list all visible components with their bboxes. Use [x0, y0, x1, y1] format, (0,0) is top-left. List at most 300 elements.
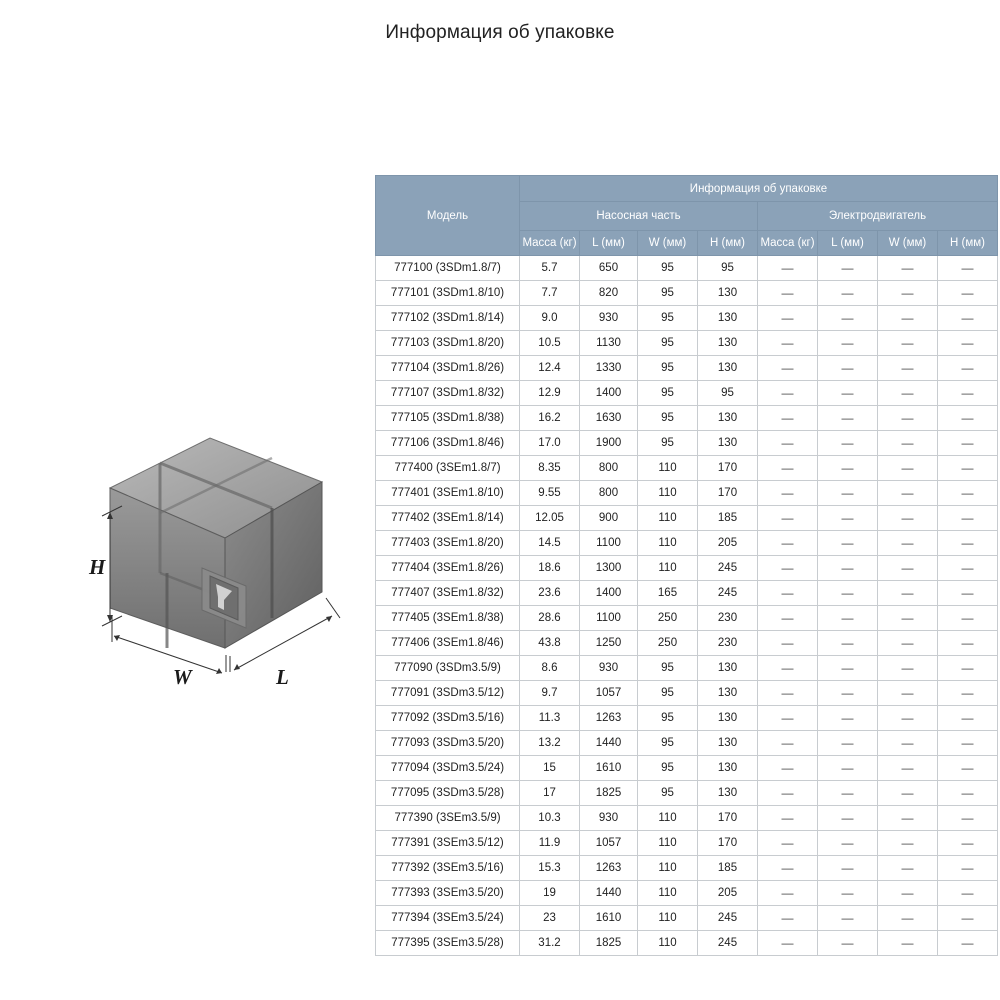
motor-width-cell: —: [878, 881, 938, 906]
pump-width-cell: 110: [638, 881, 698, 906]
pump-mass-cell: 23.6: [520, 581, 580, 606]
motor-length-cell: —: [818, 656, 878, 681]
motor-height-cell: —: [938, 781, 998, 806]
motor-height-cell: —: [938, 906, 998, 931]
pump-height-cell: 205: [698, 881, 758, 906]
motor-mass-cell: —: [758, 631, 818, 656]
model-cell: 777103 (3SDm1.8/20): [376, 331, 520, 356]
table-row: [376, 481, 998, 506]
pump-mass-cell: 9.55: [520, 481, 580, 506]
motor-height-cell: —: [938, 631, 998, 656]
pump-length-cell: 900: [580, 506, 638, 531]
pump-height-cell: 130: [698, 356, 758, 381]
pump-width-cell: 250: [638, 631, 698, 656]
motor-width-cell: —: [878, 856, 938, 881]
motor-width-cell: —: [878, 681, 938, 706]
motor-mass-cell: —: [758, 806, 818, 831]
pump-height-cell: 170: [698, 456, 758, 481]
motor-length-cell: —: [818, 256, 878, 281]
pump-length-cell: 1440: [580, 881, 638, 906]
table-row: [376, 556, 998, 581]
header-group-pump: Насосная часть: [520, 202, 758, 231]
pump-mass-cell: 28.6: [520, 606, 580, 631]
table-row: [376, 581, 998, 606]
motor-length-cell: —: [818, 531, 878, 556]
motor-length-cell: —: [818, 806, 878, 831]
motor-width-cell: —: [878, 806, 938, 831]
motor-length-cell: —: [818, 406, 878, 431]
pump-length-cell: 1263: [580, 856, 638, 881]
pump-width-cell: 95: [638, 681, 698, 706]
pump-height-cell: 245: [698, 931, 758, 956]
model-cell: 777106 (3SDm1.8/46): [376, 431, 520, 456]
pump-length-cell: 1630: [580, 406, 638, 431]
pump-length-cell: 1440: [580, 731, 638, 756]
motor-mass-cell: —: [758, 256, 818, 281]
table-row: [376, 506, 998, 531]
motor-length-cell: —: [818, 306, 878, 331]
motor-length-cell: —: [818, 756, 878, 781]
motor-height-cell: —: [938, 331, 998, 356]
pump-mass-cell: 15: [520, 756, 580, 781]
motor-width-cell: —: [878, 281, 938, 306]
pump-width-cell: 110: [638, 481, 698, 506]
model-cell: 777405 (3SEm1.8/38): [376, 606, 520, 631]
pump-width-cell: 95: [638, 306, 698, 331]
pump-width-cell: 110: [638, 506, 698, 531]
motor-mass-cell: —: [758, 681, 818, 706]
model-cell: 777104 (3SDm1.8/26): [376, 356, 520, 381]
model-cell: 777391 (3SEm3.5/12): [376, 831, 520, 856]
pump-width-cell: 110: [638, 556, 698, 581]
motor-width-cell: —: [878, 406, 938, 431]
pump-height-cell: 245: [698, 906, 758, 931]
model-cell: 777105 (3SDm1.8/38): [376, 406, 520, 431]
model-cell: 777406 (3SEm1.8/46): [376, 631, 520, 656]
pump-mass-cell: 14.5: [520, 531, 580, 556]
motor-width-cell: —: [878, 906, 938, 931]
motor-height-cell: —: [938, 831, 998, 856]
pump-mass-cell: 10.5: [520, 331, 580, 356]
pump-width-cell: 110: [638, 856, 698, 881]
motor-length-cell: —: [818, 856, 878, 881]
motor-height-cell: —: [938, 506, 998, 531]
motor-length-cell: —: [818, 331, 878, 356]
pump-mass-cell: 23: [520, 906, 580, 931]
motor-height-cell: —: [938, 281, 998, 306]
pump-height-cell: 130: [698, 656, 758, 681]
model-cell: 777394 (3SEm3.5/24): [376, 906, 520, 931]
table-row: [376, 631, 998, 656]
motor-length-cell: —: [818, 681, 878, 706]
motor-height-cell: —: [938, 606, 998, 631]
table-head: [376, 176, 998, 256]
motor-height-cell: —: [938, 681, 998, 706]
motor-mass-cell: —: [758, 281, 818, 306]
motor-length-cell: —: [818, 431, 878, 456]
motor-length-cell: —: [818, 356, 878, 381]
pump-width-cell: 110: [638, 931, 698, 956]
pump-length-cell: 800: [580, 456, 638, 481]
pump-width-cell: 95: [638, 331, 698, 356]
motor-mass-cell: —: [758, 906, 818, 931]
pump-length-cell: 1100: [580, 531, 638, 556]
model-cell: 777094 (3SDm3.5/24): [376, 756, 520, 781]
motor-height-cell: —: [938, 406, 998, 431]
motor-height-cell: —: [938, 256, 998, 281]
table-row: [376, 406, 998, 431]
model-cell: 777401 (3SEm1.8/10): [376, 481, 520, 506]
motor-length-cell: —: [818, 781, 878, 806]
table-row: [376, 906, 998, 931]
pump-length-cell: 930: [580, 806, 638, 831]
table-row: [376, 656, 998, 681]
header-motor-l: L (мм): [818, 231, 878, 256]
motor-width-cell: —: [878, 581, 938, 606]
pump-width-cell: 110: [638, 906, 698, 931]
pump-width-cell: 165: [638, 581, 698, 606]
pump-height-cell: 245: [698, 581, 758, 606]
pump-width-cell: 250: [638, 606, 698, 631]
header-pump-mass: Масса (кг): [520, 231, 580, 256]
dimension-label-w: W: [173, 665, 192, 689]
motor-mass-cell: —: [758, 856, 818, 881]
header-model: Модель: [376, 176, 520, 256]
model-cell: 777402 (3SEm1.8/14): [376, 506, 520, 531]
table-row: [376, 381, 998, 406]
pump-height-cell: 185: [698, 506, 758, 531]
header-row-title: [376, 176, 998, 202]
pump-mass-cell: 19: [520, 881, 580, 906]
pump-width-cell: 95: [638, 406, 698, 431]
model-cell: 777090 (3SDm3.5/9): [376, 656, 520, 681]
pump-mass-cell: 11.9: [520, 831, 580, 856]
pump-length-cell: 1130: [580, 331, 638, 356]
motor-width-cell: —: [878, 306, 938, 331]
motor-height-cell: —: [938, 756, 998, 781]
pump-length-cell: 1057: [580, 831, 638, 856]
pump-mass-cell: 7.7: [520, 281, 580, 306]
pump-height-cell: 230: [698, 606, 758, 631]
pump-mass-cell: 43.8: [520, 631, 580, 656]
model-cell: 777095 (3SDm3.5/28): [376, 781, 520, 806]
page-title: Информация об упаковке: [385, 22, 615, 43]
pump-length-cell: 1330: [580, 356, 638, 381]
model-cell: 777091 (3SDm3.5/12): [376, 681, 520, 706]
pump-length-cell: 1825: [580, 931, 638, 956]
motor-height-cell: —: [938, 806, 998, 831]
pump-length-cell: 650: [580, 256, 638, 281]
pump-mass-cell: 5.7: [520, 256, 580, 281]
header-motor-mass: Масса (кг): [758, 231, 818, 256]
pump-height-cell: 245: [698, 556, 758, 581]
motor-mass-cell: —: [758, 606, 818, 631]
model-cell: 777400 (3SEm1.8/7): [376, 456, 520, 481]
motor-height-cell: —: [938, 731, 998, 756]
motor-width-cell: —: [878, 556, 938, 581]
motor-height-cell: —: [938, 306, 998, 331]
pump-length-cell: 1263: [580, 706, 638, 731]
pump-height-cell: 130: [698, 306, 758, 331]
packaging-info-table: [375, 175, 998, 956]
motor-mass-cell: —: [758, 706, 818, 731]
motor-height-cell: —: [938, 381, 998, 406]
model-cell: 777393 (3SEm3.5/20): [376, 881, 520, 906]
pump-mass-cell: 10.3: [520, 806, 580, 831]
model-cell: 777407 (3SEm1.8/32): [376, 581, 520, 606]
pump-mass-cell: 13.2: [520, 731, 580, 756]
model-cell: 777093 (3SDm3.5/20): [376, 731, 520, 756]
motor-length-cell: —: [818, 631, 878, 656]
pump-height-cell: 130: [698, 331, 758, 356]
pump-height-cell: 170: [698, 481, 758, 506]
dimension-label-h: H: [89, 555, 106, 579]
pump-mass-cell: 8.35: [520, 456, 580, 481]
motor-width-cell: —: [878, 931, 938, 956]
motor-width-cell: —: [878, 531, 938, 556]
motor-mass-cell: —: [758, 881, 818, 906]
motor-width-cell: —: [878, 481, 938, 506]
table-row: [376, 856, 998, 881]
motor-width-cell: —: [878, 381, 938, 406]
motor-width-cell: —: [878, 456, 938, 481]
motor-height-cell: —: [938, 556, 998, 581]
motor-height-cell: —: [938, 356, 998, 381]
motor-mass-cell: —: [758, 656, 818, 681]
model-cell: 777390 (3SEm3.5/9): [376, 806, 520, 831]
motor-height-cell: —: [938, 881, 998, 906]
header-pump-l: L (мм): [580, 231, 638, 256]
motor-mass-cell: —: [758, 356, 818, 381]
pump-mass-cell: 12.9: [520, 381, 580, 406]
pump-mass-cell: 9.0: [520, 306, 580, 331]
motor-length-cell: —: [818, 281, 878, 306]
pump-width-cell: 95: [638, 356, 698, 381]
table-row: [376, 681, 998, 706]
pump-mass-cell: 11.3: [520, 706, 580, 731]
pump-mass-cell: 31.2: [520, 931, 580, 956]
pump-mass-cell: 18.6: [520, 556, 580, 581]
model-cell: 777102 (3SDm1.8/14): [376, 306, 520, 331]
pump-length-cell: 800: [580, 481, 638, 506]
pump-width-cell: 95: [638, 656, 698, 681]
motor-width-cell: —: [878, 656, 938, 681]
pump-length-cell: 1825: [580, 781, 638, 806]
model-cell: 777403 (3SEm1.8/20): [376, 531, 520, 556]
pump-height-cell: 130: [698, 281, 758, 306]
table-row: [376, 931, 998, 956]
table-row: [376, 431, 998, 456]
package-box-diagram: [50, 420, 350, 690]
pump-mass-cell: 12.4: [520, 356, 580, 381]
table-row: [376, 731, 998, 756]
motor-width-cell: —: [878, 781, 938, 806]
header-span-title: Информация об упаковке: [520, 176, 998, 202]
pump-width-cell: 95: [638, 731, 698, 756]
motor-mass-cell: —: [758, 531, 818, 556]
pump-length-cell: 1610: [580, 906, 638, 931]
pump-width-cell: 110: [638, 456, 698, 481]
motor-height-cell: —: [938, 481, 998, 506]
table-row: [376, 531, 998, 556]
motor-length-cell: —: [818, 481, 878, 506]
table-row: [376, 306, 998, 331]
pump-width-cell: 110: [638, 806, 698, 831]
header-motor-w: W (мм): [878, 231, 938, 256]
model-cell: 777392 (3SEm3.5/16): [376, 856, 520, 881]
table-row: [376, 281, 998, 306]
motor-width-cell: —: [878, 356, 938, 381]
table-row: [376, 706, 998, 731]
motor-length-cell: —: [818, 706, 878, 731]
table-row: [376, 756, 998, 781]
motor-mass-cell: —: [758, 456, 818, 481]
motor-height-cell: —: [938, 456, 998, 481]
pump-length-cell: 930: [580, 656, 638, 681]
pump-length-cell: 1900: [580, 431, 638, 456]
header-pump-h: H (мм): [698, 231, 758, 256]
motor-mass-cell: —: [758, 431, 818, 456]
pump-length-cell: 1610: [580, 756, 638, 781]
motor-width-cell: —: [878, 256, 938, 281]
pump-height-cell: 130: [698, 406, 758, 431]
pump-mass-cell: 17: [520, 781, 580, 806]
pump-width-cell: 95: [638, 256, 698, 281]
motor-mass-cell: —: [758, 931, 818, 956]
motor-mass-cell: —: [758, 781, 818, 806]
motor-height-cell: —: [938, 656, 998, 681]
pump-height-cell: 130: [698, 431, 758, 456]
table-row: [376, 331, 998, 356]
pump-height-cell: 230: [698, 631, 758, 656]
pump-height-cell: 95: [698, 256, 758, 281]
pump-width-cell: 95: [638, 756, 698, 781]
pump-length-cell: 1057: [580, 681, 638, 706]
pump-height-cell: 130: [698, 706, 758, 731]
motor-length-cell: —: [818, 881, 878, 906]
pump-mass-cell: 12.05: [520, 506, 580, 531]
motor-width-cell: —: [878, 331, 938, 356]
motor-width-cell: —: [878, 706, 938, 731]
pump-height-cell: 170: [698, 806, 758, 831]
motor-mass-cell: —: [758, 581, 818, 606]
table-row: [376, 356, 998, 381]
motor-mass-cell: —: [758, 831, 818, 856]
pump-height-cell: 130: [698, 756, 758, 781]
pump-width-cell: 95: [638, 431, 698, 456]
pump-width-cell: 110: [638, 831, 698, 856]
motor-length-cell: —: [818, 906, 878, 931]
motor-width-cell: —: [878, 431, 938, 456]
motor-length-cell: —: [818, 606, 878, 631]
motor-height-cell: —: [938, 581, 998, 606]
motor-length-cell: —: [818, 581, 878, 606]
motor-mass-cell: —: [758, 506, 818, 531]
motor-height-cell: —: [938, 431, 998, 456]
model-cell: 777092 (3SDm3.5/16): [376, 706, 520, 731]
motor-width-cell: —: [878, 756, 938, 781]
table-row: [376, 781, 998, 806]
header-group-motor: Электродвигатель: [758, 202, 998, 231]
table-row: [376, 831, 998, 856]
motor-width-cell: —: [878, 731, 938, 756]
pump-width-cell: 95: [638, 781, 698, 806]
pump-mass-cell: 15.3: [520, 856, 580, 881]
model-cell: 777100 (3SDm1.8/7): [376, 256, 520, 281]
motor-mass-cell: —: [758, 381, 818, 406]
header-pump-w: W (мм): [638, 231, 698, 256]
motor-width-cell: —: [878, 831, 938, 856]
model-cell: 777107 (3SDm1.8/32): [376, 381, 520, 406]
dimension-label-l: L: [276, 665, 289, 689]
pump-height-cell: 130: [698, 731, 758, 756]
pump-height-cell: 130: [698, 681, 758, 706]
pump-mass-cell: 16.2: [520, 406, 580, 431]
pump-mass-cell: 17.0: [520, 431, 580, 456]
pump-width-cell: 110: [638, 531, 698, 556]
motor-mass-cell: —: [758, 756, 818, 781]
pump-width-cell: 95: [638, 381, 698, 406]
model-cell: 777395 (3SEm3.5/28): [376, 931, 520, 956]
pump-width-cell: 95: [638, 706, 698, 731]
motor-width-cell: —: [878, 631, 938, 656]
model-cell: 777101 (3SDm1.8/10): [376, 281, 520, 306]
pump-height-cell: 170: [698, 831, 758, 856]
motor-width-cell: —: [878, 506, 938, 531]
pump-length-cell: 930: [580, 306, 638, 331]
pump-length-cell: 820: [580, 281, 638, 306]
motor-length-cell: —: [818, 731, 878, 756]
motor-length-cell: —: [818, 556, 878, 581]
table-row: [376, 806, 998, 831]
motor-height-cell: —: [938, 531, 998, 556]
pump-mass-cell: 8.6: [520, 656, 580, 681]
pump-width-cell: 95: [638, 281, 698, 306]
pump-mass-cell: 9.7: [520, 681, 580, 706]
motor-mass-cell: —: [758, 556, 818, 581]
motor-height-cell: —: [938, 931, 998, 956]
motor-height-cell: —: [938, 706, 998, 731]
table-row: [376, 256, 998, 281]
motor-mass-cell: —: [758, 331, 818, 356]
table-row: [376, 606, 998, 631]
motor-mass-cell: —: [758, 481, 818, 506]
pump-height-cell: 185: [698, 856, 758, 881]
motor-length-cell: —: [818, 456, 878, 481]
pump-length-cell: 1400: [580, 581, 638, 606]
motor-height-cell: —: [938, 856, 998, 881]
motor-mass-cell: —: [758, 731, 818, 756]
header-motor-h: H (мм): [938, 231, 998, 256]
motor-mass-cell: —: [758, 406, 818, 431]
pump-length-cell: 1300: [580, 556, 638, 581]
pump-height-cell: 205: [698, 531, 758, 556]
motor-mass-cell: —: [758, 306, 818, 331]
motor-length-cell: —: [818, 931, 878, 956]
pump-length-cell: 1400: [580, 381, 638, 406]
table-row: [376, 456, 998, 481]
pump-height-cell: 95: [698, 381, 758, 406]
pump-length-cell: 1100: [580, 606, 638, 631]
table-body: [376, 256, 998, 956]
model-cell: 777404 (3SEm1.8/26): [376, 556, 520, 581]
motor-length-cell: —: [818, 506, 878, 531]
table-row: [376, 881, 998, 906]
pump-length-cell: 1250: [580, 631, 638, 656]
motor-length-cell: —: [818, 831, 878, 856]
motor-width-cell: —: [878, 606, 938, 631]
pump-height-cell: 130: [698, 781, 758, 806]
